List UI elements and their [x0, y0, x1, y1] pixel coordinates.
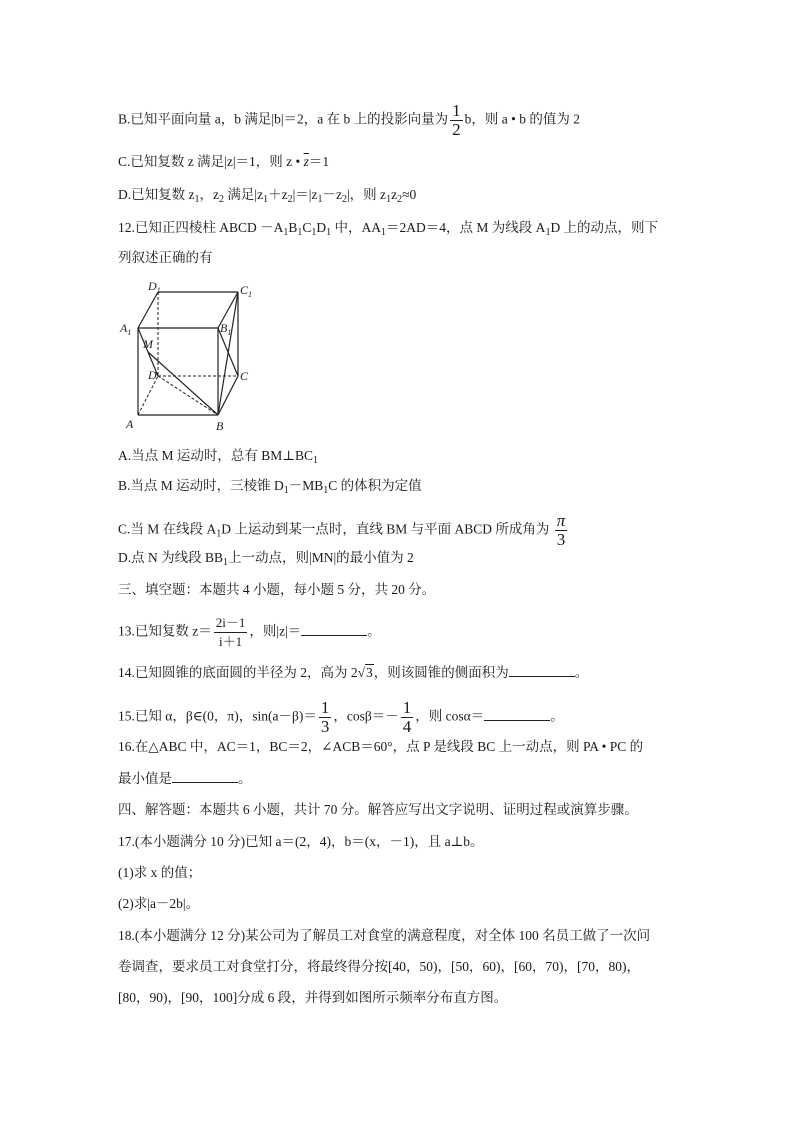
label-d1: $D_1$	[148, 280, 161, 295]
q12-option-c: C.当 M 在线段 $A_1D$ 上运动到某一点时，直线 BM 与平面 ABCD 所成角为 $\frac{\pi}{3}$	[118, 511, 566, 549]
option-c-complex: C.已知复数 z 满足|z|＝1，则 z • $\overline{z}=1$	[118, 154, 330, 169]
question-13: 13.已知复数 z＝ $\frac{2i-1}{i+1}$ ，则|z|＝ 。	[118, 615, 381, 649]
prism-figure	[118, 280, 258, 435]
section-3-heading: 三、填空题：本题共 4 小题，每小题 5 分，共 20 分。	[118, 582, 436, 597]
q12-option-d: D.点 N 为线段 $BB_1$上一动点，则|MN|的最小值为 2	[118, 550, 414, 568]
fraction-pi-third: $\frac{\pi}{3}$	[556, 511, 566, 549]
question-14: 14.已知圆锥的底面圆的半径为 2，高为 2√3，则该圆锥的侧面积为 。	[118, 662, 588, 683]
edge-a1d1	[138, 292, 158, 328]
label-d: D	[148, 368, 157, 382]
question-16-line1: 16.在△ABC 中，AC＝1，BC＝2，∠ACB＝60°，点 P 是线段 BC 上一动点，则 PA • PC 的	[118, 739, 644, 754]
label-b: B	[216, 419, 224, 433]
fraction-one-quarter: $\frac{1}{4}$	[402, 698, 412, 736]
question-16-line2: 最小值是 。	[118, 768, 252, 789]
label-c: C	[240, 369, 249, 383]
q12-option-b: B.当点 M 运动时，三棱锥 $D_1-MB_1C$ 的体积为定值	[118, 478, 422, 496]
segment-mb	[148, 352, 218, 415]
question-12-stem: 12.已知正四棱柱 ABCD $-A_1B_1C_1D_1$ 中，$AA_1=2AD=4$，点 M 为线段 $A_1D$ 上的动点，则下	[118, 220, 659, 238]
label-a1: $A_1$	[120, 321, 132, 337]
label-c1: $C_1$	[240, 283, 253, 299]
label-m: M	[143, 337, 153, 351]
fraction-one-third: $\frac{1}{3}$	[320, 698, 330, 736]
question-18-line2: 卷调查，要求员工对食堂打分，将最终得分按[40，50)，[50，60)，[60，70)，[70，80)，	[118, 959, 640, 974]
answer-blank-14[interactable]	[509, 662, 575, 677]
fraction-q13: $\frac{2i-1}{i+1}$	[215, 615, 246, 649]
option-d-complex: D.已知复数 $z_1$，$z_2$ 满足$|z_1+z_2|=|z_1-z_2|$，则 $z_1z_2\approx 0$	[118, 187, 417, 205]
question-18-line3: [80，90)，[90，100]分成 6 段，并得到如图所示频率分布直方图。	[118, 990, 508, 1005]
question-17-part1: (1)求 x 的值；	[118, 865, 202, 880]
answer-blank-13[interactable]	[301, 621, 367, 636]
option-b-vector: B.已知平面向量 a，b 满足|b|＝2，a 在 b 上的投影向量为 $\frac{1}{2}$ b，则 a • b 的值为 2	[118, 101, 580, 139]
section-4-heading: 四、解答题：本题共 6 小题，共计 70 分。解答应写出文字说明、证明过程或演算步骤。	[118, 802, 638, 817]
label-a: A	[126, 417, 134, 431]
question-17: 17.(本小题满分 10 分)已知 a＝(2，4)，b＝(x，－1)，且 a⊥b。	[118, 834, 484, 849]
segment-db	[158, 376, 218, 415]
question-17-part2: (2)求|a－2b|。	[118, 896, 200, 911]
z-conjugate: $\overline{z}$	[303, 154, 309, 169]
answer-blank-15[interactable]	[484, 706, 550, 721]
question-15: 15.已知 α，β∈(0，π)，sin(a－β)＝ $\frac{1}{3}$ ，cosβ＝－ $\frac{1}{4}$ ，则 cosα＝ 。	[118, 698, 564, 736]
q12-option-a: A.当点 M 运动时，总有 $BM\perp BC_1$	[118, 448, 318, 466]
label-b1: $B_1$	[220, 321, 232, 337]
question-12-stem-line2: 列叙述正确的有	[118, 250, 213, 265]
answer-blank-16[interactable]	[172, 768, 238, 783]
fraction-one-half: $\frac{1}{2}$	[452, 101, 461, 139]
question-18-line1: 18.(本小题满分 12 分)某公司为了解员工对食堂的满意程度，对全体 100 名员工做了一次问	[118, 928, 651, 943]
